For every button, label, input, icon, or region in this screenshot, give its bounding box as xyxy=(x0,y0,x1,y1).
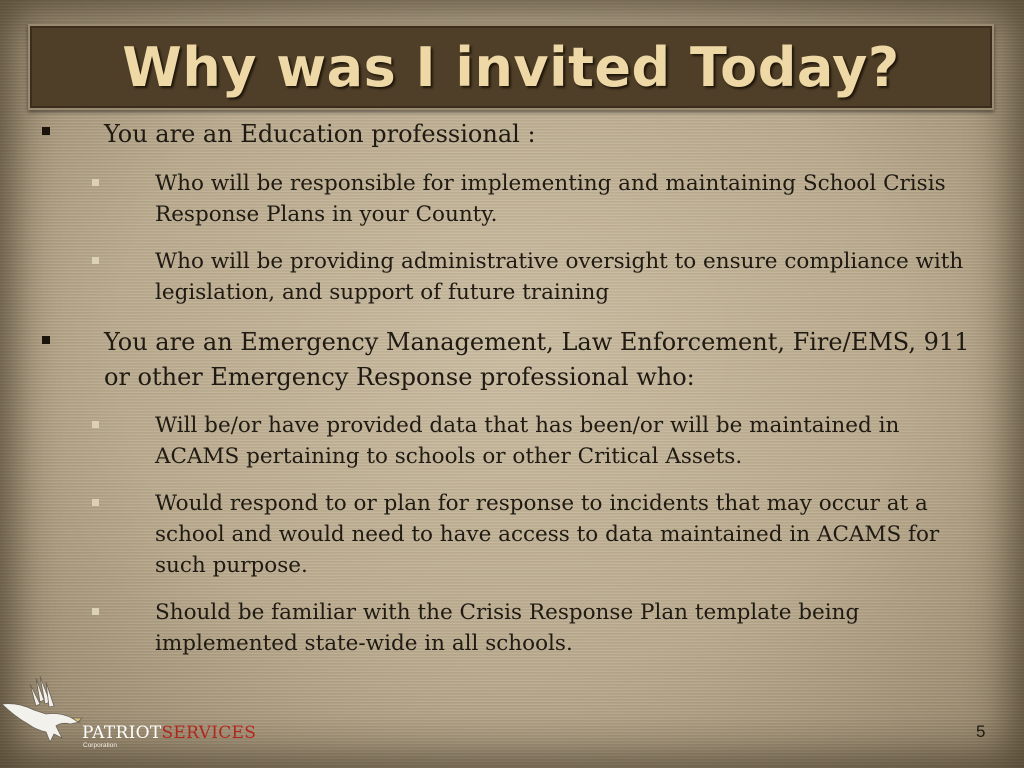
square-bullet-icon xyxy=(92,179,99,186)
square-bullet-icon xyxy=(92,421,99,428)
square-bullet-icon xyxy=(92,499,99,506)
sub-bullet-item: Should be familiar with the Crisis Response Plan template being implemented state-wide in all schools. xyxy=(155,600,860,656)
bullet-item: You are an Emergency Management, Law Enforcement, Fire/EMS, 911 or other Emergency Response professional who: xyxy=(104,328,970,391)
square-bullet-icon xyxy=(92,608,99,615)
sub-bullet-item: Who will be responsible for implementing and maintaining School Crisis Response Plans in your County. xyxy=(155,171,946,227)
company-logo-text xyxy=(82,723,256,743)
logo-name-part1: PATRIOT xyxy=(82,723,162,743)
title-bar xyxy=(28,24,994,110)
square-bullet-icon xyxy=(42,336,50,344)
sub-bullet-item: Who will be providing administrative oversight to ensure compliance with legislation, and support of future training xyxy=(155,249,964,305)
logo-name-part2: SERVICES xyxy=(161,723,257,743)
sub-bullet-item: Would respond to or plan for response to incidents that may occur at a school and would need to have access to data maintained in ACAMS for such purpose. xyxy=(155,491,940,578)
slide-number: 5 xyxy=(976,722,986,741)
sub-bullet-item: Will be/or have provided data that has been/or will be maintained in ACAMS pertaining to schools or other Critical Assets. xyxy=(155,413,900,469)
square-bullet-icon xyxy=(92,257,99,264)
logo-subtitle: Corporation xyxy=(83,742,117,749)
slide-title: Why was I invited Today? xyxy=(122,35,900,99)
square-bullet-icon xyxy=(42,127,50,135)
bullet-item: You are an Education professional : xyxy=(104,120,536,148)
